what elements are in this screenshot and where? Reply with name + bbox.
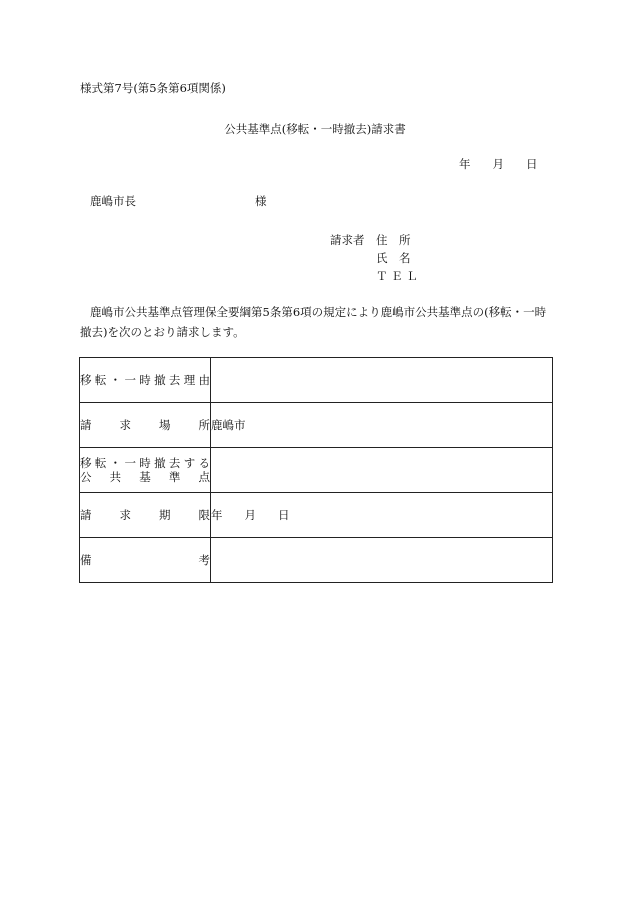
- addressee-name: 鹿嶋市長: [90, 194, 136, 208]
- benchmark-label-line1: 移 転 ・ 一 時 撤 去 す る: [80, 456, 210, 470]
- table-row: [80, 448, 553, 493]
- submission-date: [459, 156, 538, 172]
- deadline-value[interactable]: [211, 493, 553, 538]
- benchmark-label: [80, 448, 211, 493]
- deadline-month: 月: [244, 508, 256, 522]
- deadline-label-text: 請 求 期 限: [80, 508, 210, 522]
- date-year: 年: [459, 157, 471, 171]
- benchmark-label-line2: 公 共 基 準 点: [80, 470, 210, 484]
- request-table: [79, 357, 553, 583]
- remarks-value[interactable]: [211, 538, 553, 583]
- date-month: 月: [492, 157, 504, 171]
- deadline-label: [80, 493, 211, 538]
- requester-address-label: 住 所: [376, 233, 411, 247]
- requester-label: 請求者: [330, 233, 365, 247]
- benchmark-value[interactable]: [211, 448, 553, 493]
- location-label: [80, 403, 211, 448]
- document-title: 公共基準点(移転・一時撤去)請求書: [224, 122, 406, 136]
- table-row: [80, 493, 553, 538]
- reason-label-text: 移 転 ・ 一 時 撤 去 理 由: [80, 373, 210, 387]
- reason-value[interactable]: [211, 358, 553, 403]
- table-row: [80, 403, 553, 448]
- reason-label: [80, 358, 211, 403]
- addressee-honorific: 様: [255, 194, 267, 208]
- deadline-year: 年: [211, 508, 223, 522]
- request-body-text: 鹿嶋市公共基準点管理保全要綱第5条第6項の規定により鹿嶋市公共基準点の(移転・一時撤去)を次のとおり請求します。: [80, 305, 547, 339]
- table-row: [80, 358, 553, 403]
- date-day: 日: [526, 157, 538, 171]
- requester-name-label: 氏 名: [376, 251, 411, 265]
- remarks-label-left: 備: [80, 553, 92, 567]
- form-number: 様式第7号(第5条第6項関係): [80, 81, 226, 95]
- deadline-day: 日: [278, 508, 290, 522]
- requester-tel-label: Ｔ Ｅ Ｌ: [376, 269, 418, 283]
- location-value[interactable]: 鹿嶋市: [211, 403, 553, 448]
- remarks-label: [80, 538, 211, 583]
- table-row: [80, 538, 553, 583]
- remarks-label-right: 考: [198, 553, 210, 567]
- location-label-text: 請 求 場 所: [80, 418, 210, 432]
